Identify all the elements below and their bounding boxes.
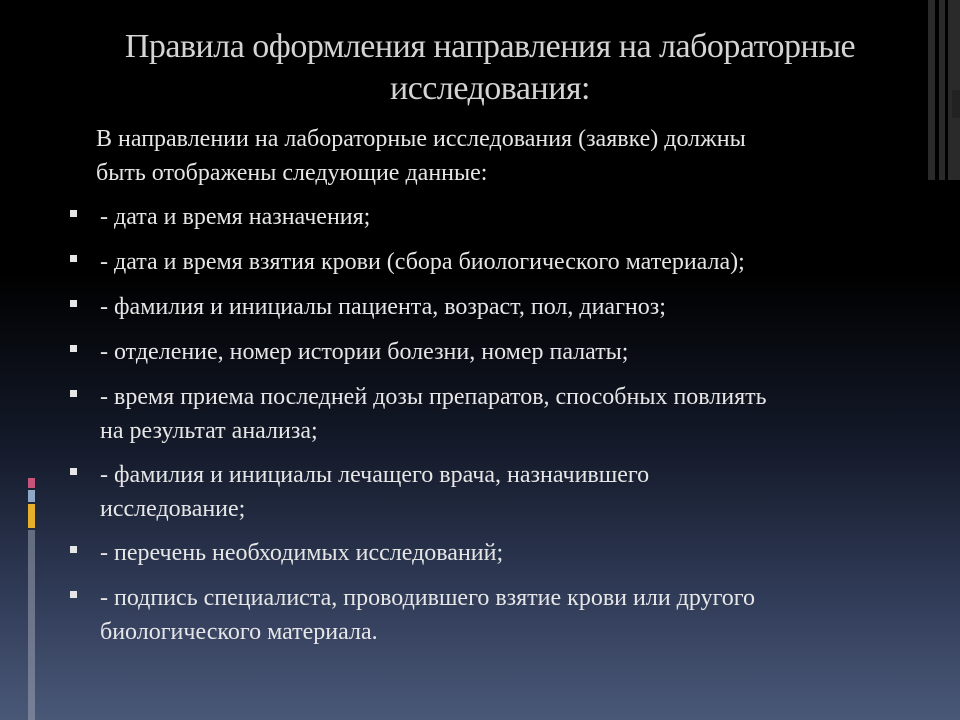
- bullet-item: [58, 536, 928, 570]
- bullet-item: [58, 245, 928, 279]
- bullet-item: [58, 581, 928, 649]
- bullet-item: [58, 335, 928, 369]
- bullet-text: - дата и время взятия крови (сбора биологического материала);: [100, 249, 745, 275]
- intro-line: В направлении на лабораторные исследования (заявке) должны: [96, 126, 746, 152]
- decorative-bar: [939, 0, 945, 180]
- intro-line: быть отображены следующие данные:: [96, 160, 488, 186]
- decorative-accent-pink: [28, 478, 35, 488]
- bullet-text-continued: биологического материала.: [100, 619, 378, 645]
- decorative-accent-bar: [28, 530, 35, 720]
- bullet-text: - фамилия и инициалы лечащего врача, назначившего: [100, 462, 650, 488]
- bullet-text: - фамилия и инициалы пациента, возраст, пол, диагноз;: [100, 294, 666, 320]
- slide-title: [80, 26, 900, 110]
- bullet-icon: [70, 546, 77, 553]
- decorative-accent-yellow: [28, 504, 35, 528]
- bullet-icon: [70, 390, 77, 397]
- bullet-list: [58, 200, 928, 659]
- bullet-icon: [70, 468, 77, 475]
- decorative-bar: [928, 0, 935, 180]
- bullet-item: [58, 380, 928, 448]
- bullet-text: - дата и время назначения;: [100, 204, 371, 230]
- bullet-text: - время приема последней дозы препаратов, способных повлиять: [100, 384, 767, 410]
- bullet-text: - подпись специалиста, проводившего взятие крови или другого: [100, 585, 756, 611]
- decorative-bar: [952, 90, 960, 118]
- bullet-item: [58, 290, 928, 324]
- bullet-icon: [70, 255, 77, 262]
- bullet-icon: [70, 591, 77, 598]
- slide-title-line: исследования:: [390, 70, 590, 107]
- bullet-text: - отделение, номер истории болезни, номер палаты;: [100, 339, 629, 365]
- slide-title-line: Правила оформления направления на лабораторные: [124, 28, 856, 65]
- bullet-icon: [70, 210, 77, 217]
- bullet-text-continued: исследование;: [100, 496, 246, 522]
- bullet-item: [58, 458, 928, 526]
- decorative-accent-blue: [28, 490, 35, 502]
- bullet-icon: [70, 300, 77, 307]
- bullet-text-continued: на результат анализа;: [100, 418, 318, 444]
- bullet-item: [58, 200, 928, 234]
- bullet-text: - перечень необходимых исследований;: [100, 540, 504, 566]
- bullet-icon: [70, 345, 77, 352]
- intro-paragraph: [96, 122, 920, 190]
